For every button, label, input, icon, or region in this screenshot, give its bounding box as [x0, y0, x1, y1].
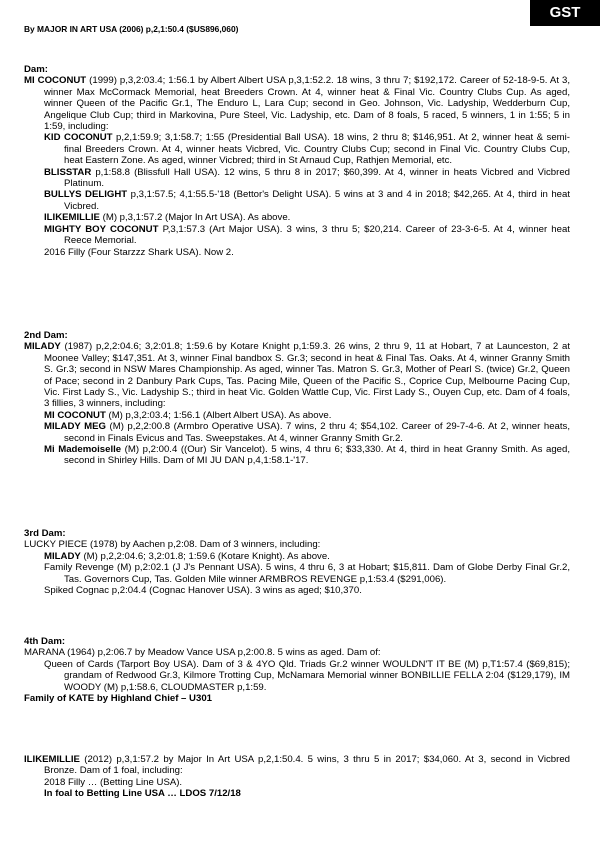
progeny-text: P,3,1:57.3 (Art Major USA). 3 wins, 3 thru 5; $20,214. Career of 23-3-6-5. At 4, winner heat Reece Memorial. [64, 223, 570, 247]
progeny-name: BLISSTAR [44, 166, 92, 178]
progeny-entry [44, 551, 570, 562]
progeny-name: KID COCONUT [44, 132, 113, 144]
second-dam-main-entry [24, 341, 570, 409]
dam-main-entry [24, 75, 570, 132]
progeny-entry [44, 212, 570, 223]
progeny-text: Queen of Cards (Tarport Boy USA). Dam of 3 & 4YO Qld. Triads Gr.2 winner WOULDN'T IT BE (M) p,T1:57.4 ($69,815); grandam of Redwood Gr.3, Kilmore Trotting Cup, McNamara Memorial winner BONBILLIE FELLA 2:04 ($129,179), IM WOODY (M) p,1:58.6, CLOUDMASTER p,1:59. [44, 658, 570, 693]
progeny-name: ILIKEMILLIE [44, 212, 100, 224]
progeny-entry [44, 444, 570, 467]
progeny-entry [44, 562, 570, 585]
progeny-name: Mi Mademoiselle [44, 444, 122, 456]
progeny-name: MILADY [44, 550, 81, 562]
entry-section [24, 754, 570, 800]
fourth-dam-main-entry [24, 647, 570, 658]
progeny-text: (M) p,2:00.4 ((Our) Sir Vancelot). 5 wins, 4 thru 6; $33,330. At 4, third in heat Granny Smith. As aged, second in Shirley Hills. Dam of MI JU DAN p,4,1:58.1-'17. [64, 444, 570, 467]
progeny-text: p,3,1:57.5; 4,1:55.5-'18 (Bettor's Delight USA). 5 wins at 3 and 4 in 2018; $42,265. At 4, third in heat Vicbred. [64, 189, 570, 212]
fourth-dam-heading: 4th Dam: [24, 636, 66, 647]
progeny-entry [44, 167, 570, 190]
entry-in-foal: In foal to Betting Line USA … LDOS 7/12/18 [44, 788, 241, 800]
progeny-text: Spiked Cognac p,2:04.4 (Cognac Hanover USA). 3 wins as aged; $10,370. [44, 585, 362, 597]
progeny-entry [44, 410, 570, 421]
entry-foal: 2018 Filly … (Betting Line USA). [44, 776, 183, 788]
second-dam-name: MILADY [24, 341, 61, 353]
fourth-dam-section [24, 636, 570, 704]
sire-line: By MAJOR IN ART USA (2006) p,2,1:50.4 ($US896,060) [24, 24, 239, 34]
third-dam-heading: 3rd Dam: [24, 528, 66, 539]
progeny-entry [44, 247, 570, 258]
dam-text: (1999) p,3,2:03.4; 1:56.1 by Albert Albert USA p,3,1:52.2. 18 wins, 3 thru 7; $192,172. Career of 52-18-9-5. At 3, winner Max McCormack Memorial, heat Breeders Crown. At 4, winner heat & Final Vic. Country Clubs Cup. As aged, winner Queen of the Pacific Gr.1, The Enduro L, Lara Cup; second in Geo. Johnson, Vic. Ladyship, Wedderburn Cup, Angelique Club Cup; third in Markovina, Pure Steel, Vic. Ladyship, etc. Dam of 8 foals, 5 raced, 5 winners, 1 in 1:55; 5 in 1:59, including: [44, 75, 570, 133]
entry-name: ILIKEMILLIE [24, 754, 80, 765]
progeny-text: (M) p,2,2:04.6; 3,2:01.8; 1:59.6 (Kotare Knight). As above. [80, 550, 330, 562]
dam-name: MI COCONUT [24, 75, 87, 87]
third-dam-section [24, 528, 570, 596]
entry-text: (2012) p,3,1:57.2 by Major In Art USA p,2,1:50.4. 5 wins, 3 thru 5 in 2017; $34,060. At 3, second in Vicbred Bronze. Dam of 1 foal, including: [44, 754, 570, 777]
progeny-name: MI COCONUT [44, 409, 106, 421]
progeny-entry [44, 189, 570, 212]
progeny-text: p,1:58.8 (Blissfull Hall USA). 12 wins, 5 thru 8 in 2017; $60,399. At 4, winner in heats Vicbred and Vicbred Platinum. [64, 166, 570, 190]
dam-heading: Dam: [24, 64, 48, 75]
progeny-text: Family Revenge (M) p,2:02.1 (J J's Pennant USA). 5 wins, 4 thru 6, 3 at Hobart; $15,811. Dam of Globe Derby Final Gr.2, Tas. Governors Cup, Tas. Golden Mile winner ARMBROS REVENGE p,1:53.4 ($291,006). [44, 562, 570, 585]
second-dam-text: (1987) p,2,2:04.6; 3,2:01.8; 1:59.6 by Kotare Knight p,1:59.3. 26 wins, 2 thru 9, 11 at Hobart, 7 at Launceston, 2 at Moonee Valley; $147,351. At 3, winner Final bandbox S. Gr.3; second in heat & Final Tas. Oaks. At 4, winner Granny Smith S. Gr.3; second in NSW Mares Championship. As aged, winner Tas. Matron S. Gr.3, Mother of Pearl S. (twice) Gr.2, Queen of Pace; second in 2 Danbury Park Cups, Tas. Pacing Mile, Queen of the Pacific S., Coprice Cup, Melbourne Pacing Cup, Vic. First Lady S., Vic. Ladyship S.; third in heat Vic. Golden Wattle Cup, Vic. First Lady S., Ouyen Cup, etc. Dam of 4 foals, 3 fillies, 3 winners, including: [44, 341, 570, 410]
progeny-text: 2016 Filly (Four Starzzz Shark USA). Now 2. [44, 246, 234, 258]
entry-main [24, 754, 570, 777]
progeny-text: (M) p,3,2:03.4; 1:56.1 (Albert Albert USA). As above. [105, 409, 332, 421]
progeny-entry [44, 224, 570, 247]
progeny-name: BULLYS DELIGHT [44, 189, 128, 201]
progeny-entry [44, 585, 570, 596]
dam-section [24, 64, 570, 258]
third-dam-main-entry [24, 539, 570, 550]
second-dam-section [24, 330, 570, 467]
second-dam-heading: 2nd Dam: [24, 330, 68, 341]
fourth-dam-text: MARANA (1964) p,2:06.7 by Meadow Vance USA p,2:00.8. 5 wins as aged. Dam of: [24, 647, 381, 659]
gst-badge: GST [530, 0, 600, 26]
third-dam-text: LUCKY PIECE (1978) by Aachen p,2:08. Dam of 3 winners, including: [24, 539, 321, 551]
progeny-entry [44, 659, 570, 693]
progeny-name: MIGHTY BOY COCONUT [44, 223, 159, 235]
progeny-entry [44, 132, 570, 166]
progeny-text: (M) p,2,2:00.8 (Armbro Operative USA). 7 wins, 2 thru 4; $54,102. Career of 29-7-4-6. At 2, winner heats, second in Finals Evicus and Tas. Sweepstakes. At 4, winner Granny Smith Gr.2. [64, 421, 570, 444]
progeny-text: (M) p,3,1:57.2 (Major In Art USA). As above. [99, 212, 291, 224]
progeny-name: MILADY MEG [44, 421, 106, 433]
progeny-entry [44, 421, 570, 444]
progeny-text: p,2,1:59.9; 3,1:58.7; 1:55 (Presidential Ball USA). 18 wins, 2 thru 8; $146,951. At 2, winner heat & semi-final Breeders Crown. At 4, winner heats Vicbred, Vic. Country Clubs Cup; second in Final Vic. Country Clubs Cup, heat Eastern Zone. As aged, winner Vicbred; third in St Arnaud Cup, Rathjen Memorial, etc. [64, 132, 570, 167]
family-line: Family of KATE by Highland Chief – U301 [24, 693, 212, 705]
